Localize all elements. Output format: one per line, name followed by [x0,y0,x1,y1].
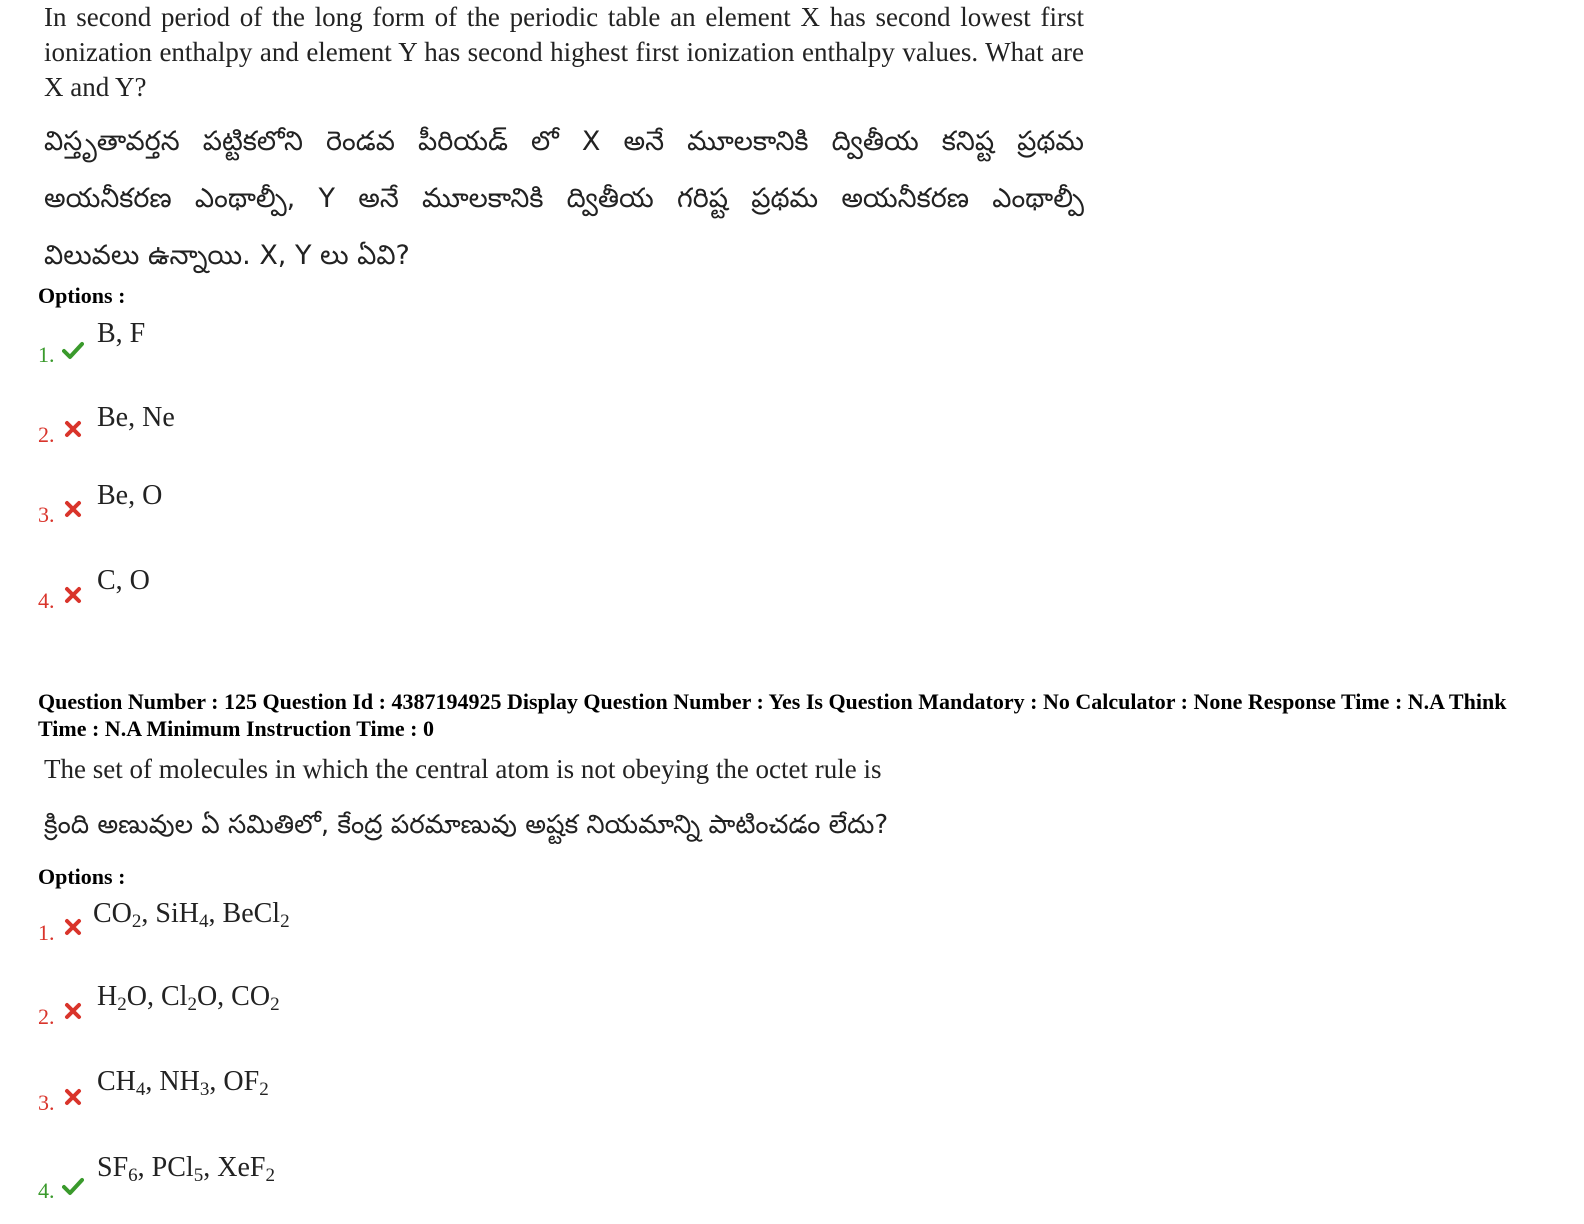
check-icon [62,1176,84,1196]
question-124-english-text: In second period of the long form of the periodic table an element X has second lowest first ionization enthalpy and element Y has second highest first ionization enthalpy values. What are X and Y? [44,2,1084,102]
q124-option-1-text: B, F [97,318,146,349]
cross-icon [62,917,84,937]
question-124-options-label: Options : [38,283,126,308]
q124-option-3-text: Be, O [97,480,163,511]
question-124-telugu-line-3: విలువలు ఉన్నాయి. X, Y లు ఏవి? [44,240,410,271]
question-124-telugu-line-1: విస్తృతావర్తన పట్టికలోని రెండవ పీరియడ్ లో X అనే మూలకానికి ద్వితీయ కనిష్ట ప్రథమ [44,126,1084,157]
q125-option-4-number: 4. [38,1178,55,1203]
question-125-english-text: The set of molecules in which the central atom is not obeying the octet rule is [44,754,882,784]
q125-option-2-text: $H_2O$, $Cl_2O$, $CO_2$ [97,981,280,1015]
q125-option-4-text: $SF_6$, PCl$_5$, XeF$_2$ [97,1152,275,1186]
q125-option-3-text: $CH_4$, $NH_3$, $OF_2$ [97,1066,269,1100]
q124-option-4-number: 4. [38,588,55,613]
q125-option-1-text: $CO_2$, SiH$_4$, BeCl$_2$ [93,898,290,932]
question-124-telugu-line-2: అయనీకరణ ఎంథాల్పీ, Y అనే మూలకానికి ద్వితీయ గరిష్ట ప్రథమ అయనీకరణ ఎంథాల్పీ [44,183,1084,214]
q125-option-2-number: 2. [38,1004,55,1029]
q124-option-2-number: 2. [38,422,55,447]
cross-icon [62,585,84,605]
q124-option-3-number: 3. [38,502,55,527]
check-icon [62,340,84,360]
q124-option-1-number: 1. [38,342,55,367]
q124-option-4-text: C, O [97,565,150,596]
question-125-meta: Question Number : 125 Question Id : 4387194925 Display Question Number : Yes Is Question Mandatory : No Calculator : None Response Time : N.A Think Time : N.A Minimum Instruction Time : 0 [38,689,1507,741]
q125-option-1-number: 1. [38,920,55,945]
cross-icon [62,1001,84,1021]
cross-icon [62,419,84,439]
question-125-telugu-text: క్రింది అణువుల ఏ సమితిలో, కేంద్ర పరమాణువు అష్టక నియమాన్ని పాటించడం లేదు? [44,810,889,840]
q124-option-2-text: Be, Ne [97,402,175,433]
cross-icon [62,1087,84,1107]
question-125-options-label: Options : [38,864,126,889]
cross-icon [62,499,84,519]
q125-option-3-number: 3. [38,1090,55,1115]
